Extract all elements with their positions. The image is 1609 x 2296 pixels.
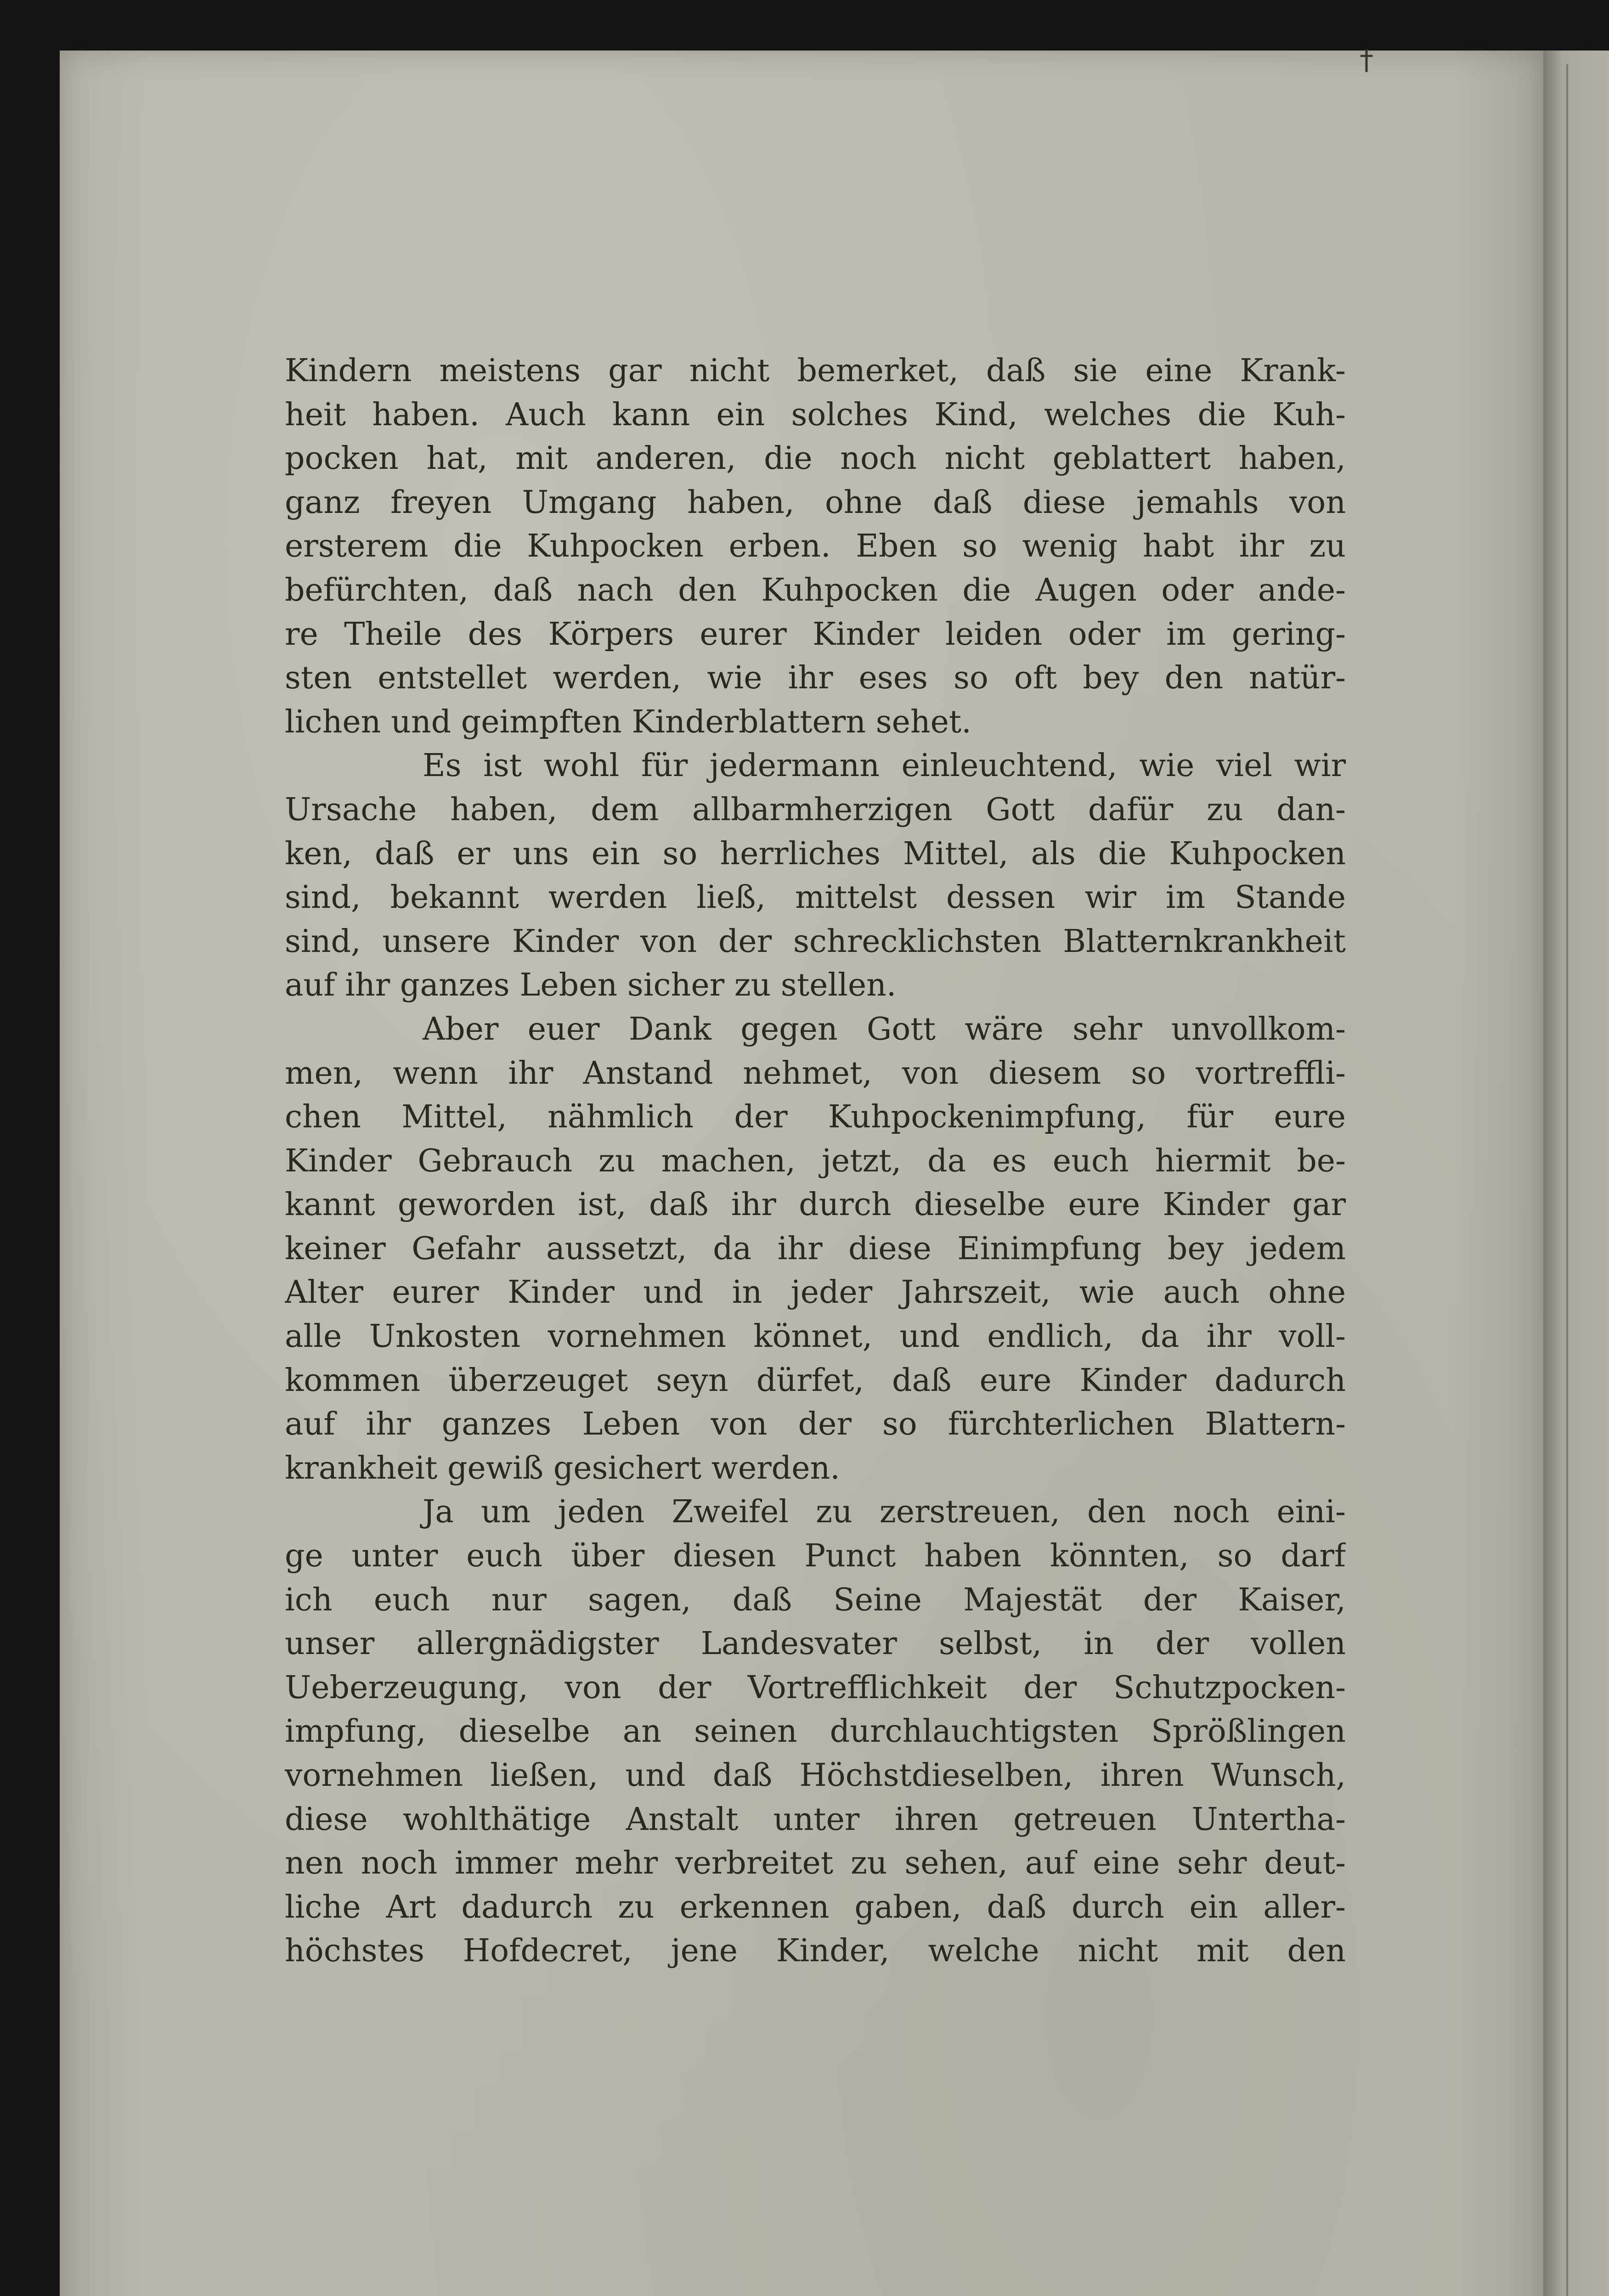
text-line: befürchten, daß nach den Kuhpocken die Augen oder ande- <box>285 572 1346 608</box>
text-line: Kinder Gebrauch zu machen, jetzt, da es euch hiermit be- <box>285 1142 1346 1179</box>
text-line: liche Art dadurch zu erkennen gaben, daß durch ein aller- <box>285 1889 1346 1925</box>
text-line: höchstes Hofdecret, jene Kinder, welche nicht mit den <box>285 1933 1346 1970</box>
facing-page-edge <box>1543 51 1609 2296</box>
text-line: impfung, dieselbe an seinen durchlauchtigsten Sprößlingen <box>285 1713 1346 1750</box>
text-line: ganz freyen Umgang haben, ohne daß diese jemahls von <box>285 484 1346 521</box>
text-line: auf ihr ganzes Leben von der so fürchterlichen Blattern- <box>285 1406 1346 1443</box>
text-line: krankheit gewiß gesichert werden. <box>285 1450 840 1486</box>
text-line: ge unter euch über diesen Punct haben könnten, so darf <box>285 1538 1346 1575</box>
text-line: keiner Gefahr aussetzt, da ihr diese Einimpfung bey jedem <box>285 1230 1346 1267</box>
paragraph-first-line: Aber euer Dank gegen Gott wäre sehr unvollkom- <box>423 1011 1346 1047</box>
text-line: sind, bekannt werden ließ, mittelst dessen wir im Stande <box>285 879 1346 916</box>
text-line: Alter eurer Kinder und in jeder Jahrszeit, wie auch ohne <box>285 1274 1346 1311</box>
body-text <box>285 349 1346 1973</box>
text-line: ken, daß er uns ein so herrliches Mittel, als die Kuhpocken <box>285 835 1346 872</box>
text-line: diese wohlthätige Anstalt unter ihren getreuen Untertha- <box>285 1801 1346 1838</box>
text-line: kannt geworden ist, daß ihr durch dieselbe eure Kinder gar <box>285 1187 1346 1223</box>
text-line: chen Mittel, nähmlich der Kuhpockenimpfung, für eure <box>285 1099 1346 1136</box>
text-line: sten entstellet werden, wie ihr eses so oft bey den natür- <box>285 660 1346 697</box>
text-line: Ueberzeugung, von der Vortrefflichkeit der Schutzpocken- <box>285 1669 1346 1706</box>
text-line: pocken hat, mit anderen, die noch nicht geblattert haben, <box>285 440 1346 477</box>
text-line: Kindern meistens gar nicht bemerket, daß sie eine Krank- <box>285 353 1346 389</box>
text-line: lichen und geimpften Kinderblattern sehet. <box>285 703 971 740</box>
text-line: re Theile des Körpers eurer Kinder leiden oder im gering- <box>285 616 1346 653</box>
text-line: Ursache haben, dem allbarmherzigen Gott dafür zu dan- <box>285 791 1346 828</box>
text-line: unser allergnädigster Landesvater selbst, in der vollen <box>285 1626 1346 1662</box>
text-line: nen noch immer mehr verbreitet zu sehen, auf eine sehr deut- <box>285 1845 1346 1882</box>
page-fold-line <box>1566 64 1568 2296</box>
text-line: ersterem die Kuhpocken erben. Eben so wenig habt ihr zu <box>285 528 1346 565</box>
text-line: men, wenn ihr Anstand nehmet, von diesem so vortreffli- <box>285 1055 1346 1092</box>
paragraph-first-line: Ja um jeden Zweifel zu zerstreuen, den noch eini- <box>423 1494 1346 1531</box>
top-right-mark: † <box>1360 44 1373 76</box>
text-line: heit haben. Auch kann ein solches Kind, welches die Kuh- <box>285 396 1346 433</box>
text-line: kommen überzeuget seyn dürfet, daß eure Kinder dadurch <box>285 1362 1346 1399</box>
text-line: ich euch nur sagen, daß Seine Majestät der Kaiser, <box>285 1581 1346 1618</box>
paragraph-first-line: Es ist wohl für jedermann einleuchtend, wie viel wir <box>423 748 1346 784</box>
text-line: auf ihr ganzes Leben sicher zu stellen. <box>285 967 897 1004</box>
text-line: alle Unkosten vornehmen könnet, und endlich, da ihr voll- <box>285 1318 1346 1355</box>
text-line: sind, unsere Kinder von der schrecklichsten Blatternkrankheit <box>285 923 1346 960</box>
text-line: vornehmen ließen, und daß Höchstdieselben, ihren Wunsch, <box>285 1757 1346 1794</box>
